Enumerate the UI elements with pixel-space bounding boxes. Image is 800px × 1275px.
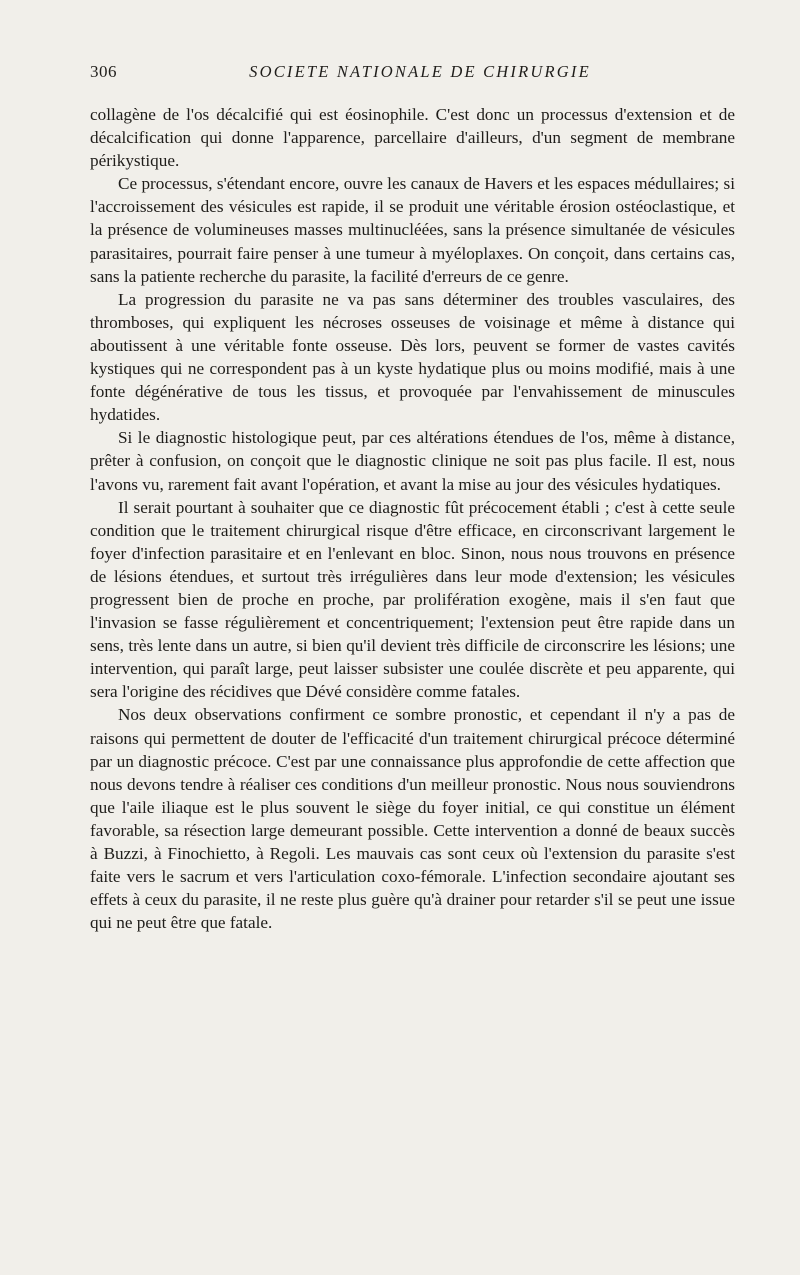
paragraph: Nos deux observations confirment ce sombre pronostic, et cependant il n'y a pas de raisons qui permettent de douter de l'efficacité d'un traitement chirurgical précoce déterminé par un diagnostic précoce. C'est par une connaissance plus approfondie de cette affection que nous devons tendre à réaliser ces conditions d'un meilleur pronostic. Nous nous souviendrons que l'aile iliaque est le plus souvent le siège du foyer initial, ce qui constitue un élément favorable, sa résection large demeurant possible. Cette intervention a donné de beaux succès à Buzzi, à Finochietto, à Regoli. Les mauvais cas sont ceux où l'extension du parasite s'est faite vers le sacrum et vers l'articulation coxo-fémorale. L'infection secondaire ajoutant ses effets à ceux du parasite, il ne reste plus guère qu'à drainer pour retarder s'il se peut une issue qui ne peut être que fatale. <box>90 705 735 933</box>
paragraph: La progression du parasite ne va pas sans déterminer des troubles vasculaires, des thromboses, qui expliquent les nécroses osseuses de voisinage et même à distance qui aboutissent à une véritable fonte osseuse. Dès lors, peuvent se former de vastes cavités kystiques qui ne correspondent pas à un kyste hydatique plus ou moins modifié, mais à une fonte dégénérative de tous les tissus, et provoquée par l'envahissement de minuscules hydatides. <box>90 289 735 425</box>
running-head <box>90 62 735 84</box>
paragraph: Il serait pourtant à souhaiter que ce diagnostic fût précocement établi ; c'est à cette seule condition que le traitement chirurgical risque d'être efficace, en circonscrivant largement le foyer d'infection parasitaire et en l'enlevant en bloc. Sinon, nous nous trouvons en présence de lésions étendues, et surtout très irrégulières dans leur mode d'extension; les vésicules progressent bien de proche en proche, par prolifération exogène, mais il s'en faut que l'invasion se fasse régulièrement et concentriquement; l'extension peut être rapide dans un sens, très lente dans un autre, si bien qu'il devient très difficile de circonscrire les lésions; une intervention, qui paraît large, peut laisser subsister une coulée discrète et peu apparente, qui sera l'origine des récidives que Dévé considère comme fatales. <box>90 497 735 702</box>
paragraph: collagène de l'os décalcifié qui est éosinophile. C'est donc un processus d'extension et de décalcification qui donne l'apparence, parcellaire d'ailleurs, d'un segment de membrane périkystique. <box>90 105 735 171</box>
paragraph: Ce processus, s'étendant encore, ouvre les canaux de Havers et les espaces médullaires; si l'accroissement des vésicules est rapide, il se produit une véritable érosion ostéoclastique, et la présence de volumineuses masses multinucléées, sans la présence simultanée de vésicules parasitaires, pourrait faire penser à une tumeur à myéloplaxes. On conçoit, dans certains cas, sans la patiente recherche du parasite, la facilité d'erreurs de ce genre. <box>90 174 735 286</box>
body-text <box>90 103 735 934</box>
page-number: 306 <box>90 62 117 81</box>
journal-title: SOCIETE NATIONALE DE CHIRURGIE <box>249 62 591 81</box>
paragraph: Si le diagnostic histologique peut, par ces altérations étendues de l'os, même à distance, prêter à confusion, on conçoit que le diagnostic clinique ne soit pas plus facile. Il est, nous l'avons vu, rarement fait avant l'opération, et avant la mise au jour des vésicules hydatiques. <box>90 428 735 494</box>
